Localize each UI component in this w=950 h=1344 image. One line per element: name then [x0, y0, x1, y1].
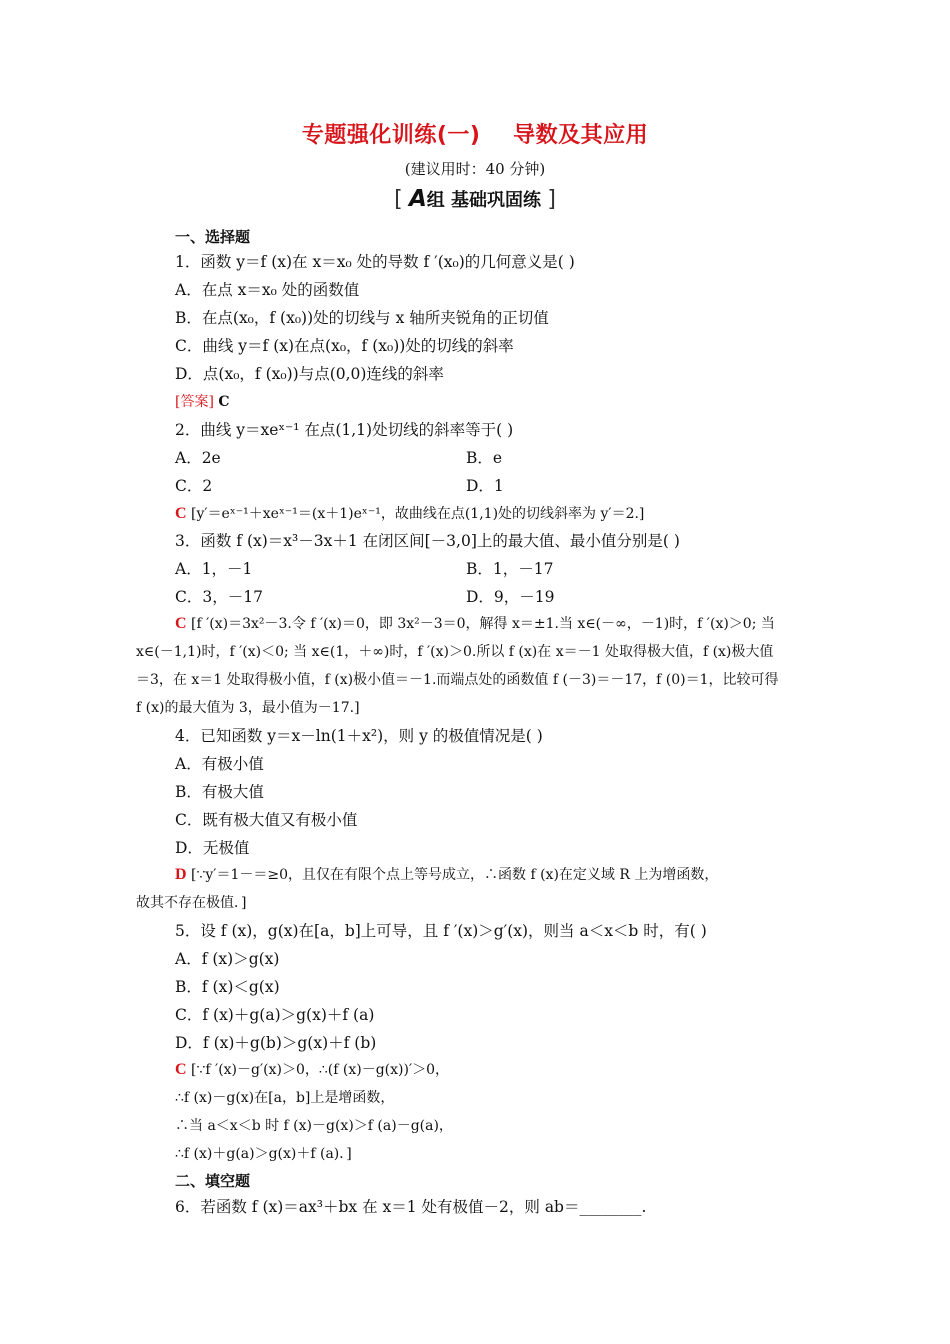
explanation-line: x∈(－1,1)时，f ′(x)＜0; 当 x∈(1，＋∞)时，f ′(x)＞0.所以 f (x)在 x＝－1 处取得极大值，f (x)极大值 — [136, 644, 774, 660]
group-letter: A — [408, 186, 427, 212]
section-heading: 二、填空题 — [175, 1172, 251, 1190]
explanation-line: f (x)的最大值为 3，最小值为－17.] — [136, 700, 360, 716]
answer-explanation: [f ′(x)＝3x²－3.令 f ′(x)＝0，即 3x²－3＝0，解得 x＝±1.当 x∈(－∞，－1)时，f ′(x)＞0; 当 — [186, 616, 775, 632]
answer-explanation: [y′＝eˣ⁻¹＋xeˣ⁻¹＝(x＋1)eˣ⁻¹，故曲线在点(1,1)处的切线斜率为 y′＝2.] — [186, 506, 645, 522]
text-line: 2．曲线 y＝xeˣ⁻¹ 在点(1,1)处切线的斜率等于( ) — [175, 421, 514, 439]
group-text: 组 基础巩固练 — [426, 190, 542, 211]
answer-line — [175, 1060, 449, 1080]
text-line: B．f (x)＜g(x) — [175, 978, 280, 996]
page-title: 专题强化训练(一) 导数及其应用 — [301, 123, 649, 148]
group-right-bracket: ] — [547, 187, 556, 212]
text-line: 4．已知函数 y＝x－ln(1＋x²)，则 y 的极值情况是( ) — [175, 727, 543, 745]
answer-letter: C — [175, 615, 187, 632]
answer-letter: C — [175, 1061, 187, 1078]
text-line: C．2 — [175, 477, 213, 495]
explanation-line: ∴f (x)＋g(a)＞g(x)＋f (a)．] — [175, 1146, 352, 1162]
explanation-line: ∴当 a＜x＜b 时 f (x)－g(x)＞f (a)－g(a)， — [175, 1118, 453, 1134]
answer-line — [175, 504, 644, 524]
text-line: A．2e — [175, 449, 221, 467]
text-line: 5．设 f (x)，g(x)在[a，b]上可导，且 f ′(x)＞g′(x)，则当 a＜x＜b 时，有( ) — [175, 922, 707, 940]
group-heading — [0, 186, 950, 212]
text-line: A．1，－1 — [175, 560, 253, 578]
text-line: B．在点(x₀，f (x₀))处的切线与 x 轴所夹锐角的正切值 — [175, 309, 549, 327]
text-line: 6．若函数 f (x)＝ax³＋bx 在 x＝1 处有极值－2，则 ab＝________. — [175, 1198, 647, 1216]
answer-explanation: [∵y′＝1－＝≥0，且仅在有限个点上等号成立，∴函数 f (x)在定义域 R 上为增函数， — [186, 867, 719, 883]
text-line: D．1 — [466, 477, 504, 495]
text-line: A．有极小值 — [175, 755, 264, 773]
answer-line — [175, 392, 230, 412]
text-line: 1．函数 y＝f (x)在 x＝x₀ 处的导数 f ′(x₀)的几何意义是( ) — [175, 253, 575, 271]
answer-line — [175, 614, 775, 634]
explanation-line: ∴f (x)－g(x)在[a，b]上是增函数， — [175, 1090, 395, 1106]
text-line: A．f (x)＞g(x) — [175, 950, 280, 968]
text-line: B．1，－17 — [466, 560, 554, 578]
text-line: D．点(x₀，f (x₀))与点(0,0)连线的斜率 — [175, 365, 444, 383]
text-line: C．既有极大值又有极小值 — [175, 811, 358, 829]
answer-explanation: [∵f ′(x)－g′(x)＞0，∴(f (x)－g(x))′＞0， — [186, 1062, 450, 1078]
text-line: D．9，－19 — [466, 588, 555, 606]
text-line: A．在点 x＝x₀ 处的函数值 — [175, 281, 360, 299]
answer-tag: [答案] — [175, 394, 214, 410]
group-left-bracket: [ — [394, 187, 403, 212]
text-line: C．3，－17 — [175, 588, 263, 606]
text-line: D．无极值 — [175, 839, 250, 857]
explanation-line: ＝3，在 x＝1 处取得极小值，f (x)极小值＝－1.而端点处的函数值 f (－3)＝－17，f (0)＝1，比较可得 — [136, 672, 779, 688]
page-subtitle: (建议用时：40 分钟) — [404, 160, 546, 178]
answer-letter: D — [175, 866, 187, 883]
text-line: 3．函数 f (x)＝x³－3x＋1 在闭区间[－3,0]上的最大值、最小值分别是( ) — [175, 532, 680, 550]
text-line: B．有极大值 — [175, 783, 264, 801]
answer-line — [175, 865, 718, 885]
text-line: C．f (x)＋g(a)＞g(x)＋f (a) — [175, 1006, 375, 1024]
text-line: C．曲线 y＝f (x)在点(x₀，f (x₀))处的切线的斜率 — [175, 337, 514, 355]
text-line: B．e — [466, 449, 503, 467]
section-heading: 一、选择题 — [175, 228, 251, 246]
answer-letter: C — [175, 505, 187, 522]
text-line: D．f (x)＋g(b)＞g(x)＋f (b) — [175, 1034, 377, 1052]
answer-letter: C — [218, 394, 230, 410]
explanation-line: 故其不存在极值．] — [136, 895, 247, 911]
